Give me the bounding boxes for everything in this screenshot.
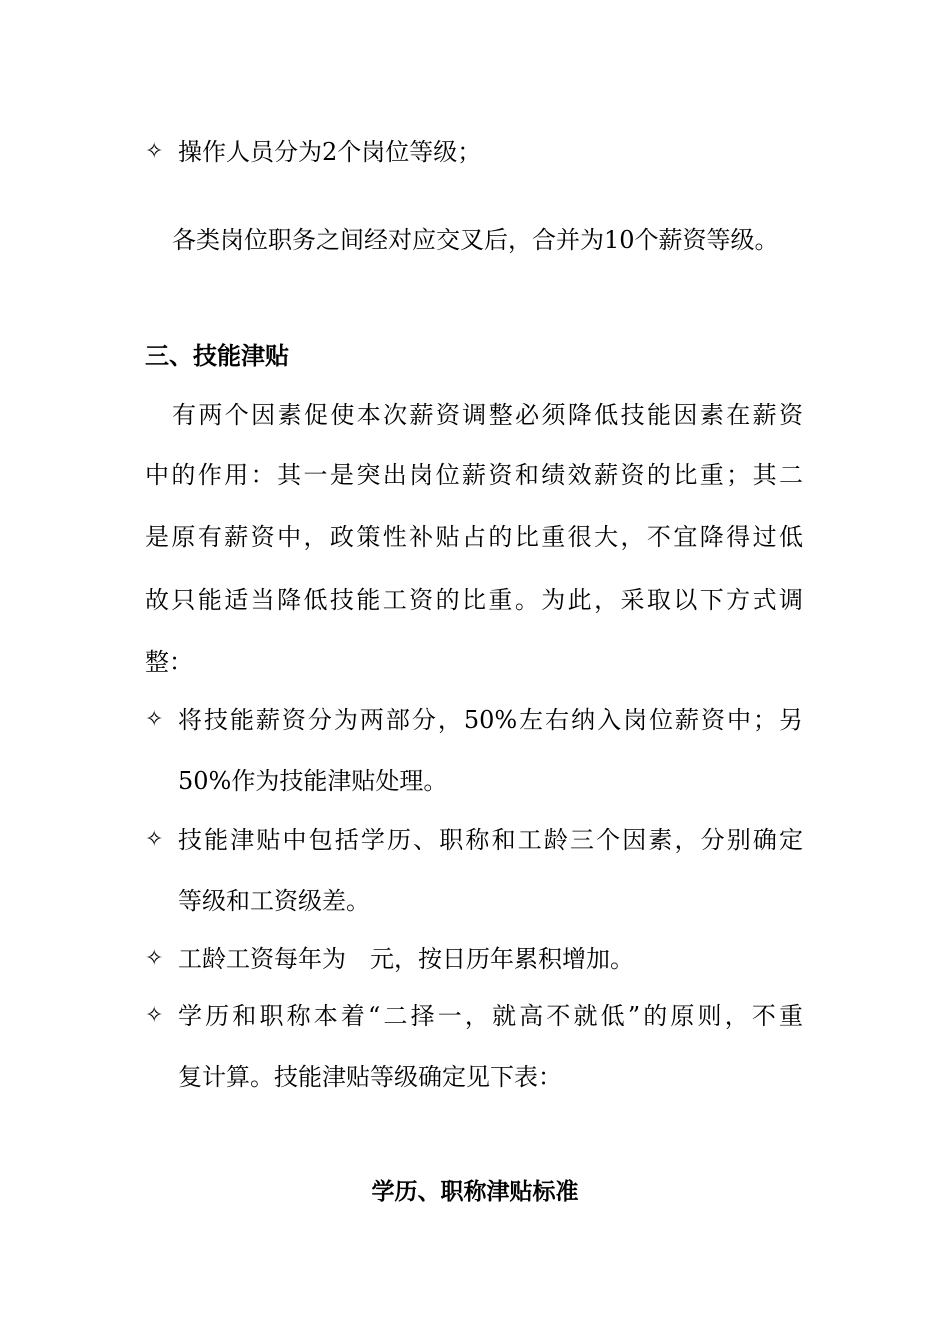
bullet-icon: ✧ [145,707,164,732]
bullet-item-text: 复计算。技能津贴等级确定见下表： [178,1063,562,1091]
paragraph-line: 是原有薪资中，政策性补贴占的比重很大，不宜降得过低 [145,523,803,551]
bullet-icon: ✧ [145,1003,164,1028]
bullet-item-text: 技能津贴中包括学历、职称和工龄三个因素，分别确定 [178,826,803,854]
paragraph-merge: 各类岗位职务之间经对应交叉后，合并为10个薪资等级。 [172,226,779,254]
bullet-item-text: 将技能薪资分为两部分，50%左右纳入岗位薪资中；另 [178,706,803,734]
paragraph-line: 中的作用：其一是突出岗位薪资和绩效薪资的比重；其二 [145,461,803,489]
bullet-icon: ✧ [145,946,164,971]
bullet-item-text: 50%作为技能津贴处理。 [178,767,448,795]
section-heading: 三、技能津贴 [145,342,289,370]
bullet-item-text: 工龄工资每年为 元，按日历年累积增加。 [178,945,634,973]
paragraph-line: 整： [145,648,193,676]
paragraph-line: 有两个因素促使本次薪资调整必须降低技能因素在薪资 [172,401,803,429]
bullet-operators-text: 操作人员分为2个岗位等级； [178,138,482,166]
bullet-item-text: 等级和工资级差。 [178,887,370,915]
bullet-item-text: 学历和职称本着“二择一，就高不就低”的原则，不重 [178,1002,803,1030]
bullet-icon: ✧ [145,139,164,164]
table-title: 学历、职称津贴标准 [371,1179,579,1205]
paragraph-line: 故只能适当降低技能工资的比重。为此，采取以下方式调 [145,586,803,614]
bullet-icon: ✧ [145,827,164,852]
